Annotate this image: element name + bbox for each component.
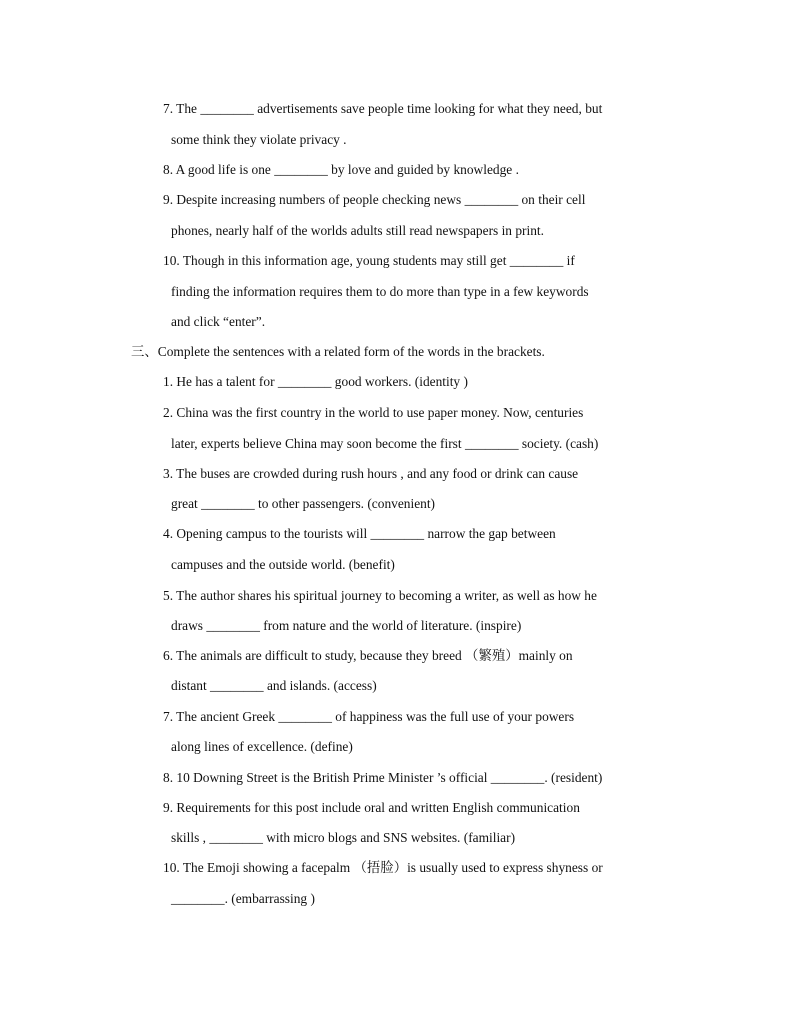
item-a10-line-1: 10. Though in this information age, young students may still get ________ if <box>163 253 575 268</box>
section-b-number: 三、 <box>131 344 158 359</box>
item-b2-line-1: 2. China was the first country in the world to use paper money. Now, centuries <box>163 405 584 420</box>
item-b10-line-1: 10. The Emoji showing a facepalm （捂脸）is usually used to express shyness or <box>163 860 603 875</box>
item-b8-line-1: 8. 10 Downing Street is the British Prime Minister ’s official ________. (resident) <box>163 770 603 785</box>
item-a9-line-1: 9. Despite increasing numbers of people checking news ________ on their cell <box>163 192 586 207</box>
item-b9-line-1: 9. Requirements for this post include oral and written English communication <box>163 800 580 815</box>
item-a9-line-2: phones, nearly half of the worlds adults still read newspapers in print. <box>171 223 544 238</box>
item-b5-line-2: draws ________ from nature and the world of literature. (inspire) <box>171 618 522 633</box>
item-b5-line-1: 5. The author shares his spiritual journey to becoming a writer, as well as how he <box>163 588 597 603</box>
item-a8-line-1: 8. A good life is one ________ by love and guided by knowledge . <box>163 162 519 177</box>
item-b7-line-1: 7. The ancient Greek ________ of happiness was the full use of your powers <box>163 709 575 724</box>
item-b4-line-2: campuses and the outside world. (benefit) <box>171 557 395 572</box>
item-b2-line-2: later, experts believe China may soon become the first ________ society. (cash) <box>171 436 599 451</box>
section-b-instruction: Complete the sentences with a related form of the words in the brackets. <box>157 344 545 359</box>
item-b1-line-1: 1. He has a talent for ________ good workers. (identity ) <box>163 374 468 389</box>
item-b6-line-1: 6. The animals are difficult to study, because they breed （繁殖）mainly on <box>163 648 573 663</box>
item-b10-line-2: ________. (embarrassing ) <box>171 891 315 906</box>
item-a7-line-1: 7. The ________ advertisements save people time looking for what they need, but <box>163 101 603 116</box>
item-b4-line-1: 4. Opening campus to the tourists will ________ narrow the gap between <box>163 526 556 541</box>
section-b-header <box>131 344 545 360</box>
item-b9-line-2: skills , ________ with micro blogs and SNS websites. (familiar) <box>171 830 516 845</box>
item-a10-line-2: finding the information requires them to do more than type in a few keywords <box>171 284 589 299</box>
item-b6-line-2: distant ________ and islands. (access) <box>171 678 377 693</box>
item-a7-line-2: some think they violate privacy . <box>171 132 347 147</box>
item-a10-line-3: and click “enter”. <box>171 314 266 329</box>
item-b7-line-2: along lines of excellence. (define) <box>171 739 353 754</box>
item-b3-line-2: great ________ to other passengers. (convenient) <box>171 496 436 511</box>
item-b3-line-1: 3. The buses are crowded during rush hours , and any food or drink can cause <box>163 466 579 481</box>
